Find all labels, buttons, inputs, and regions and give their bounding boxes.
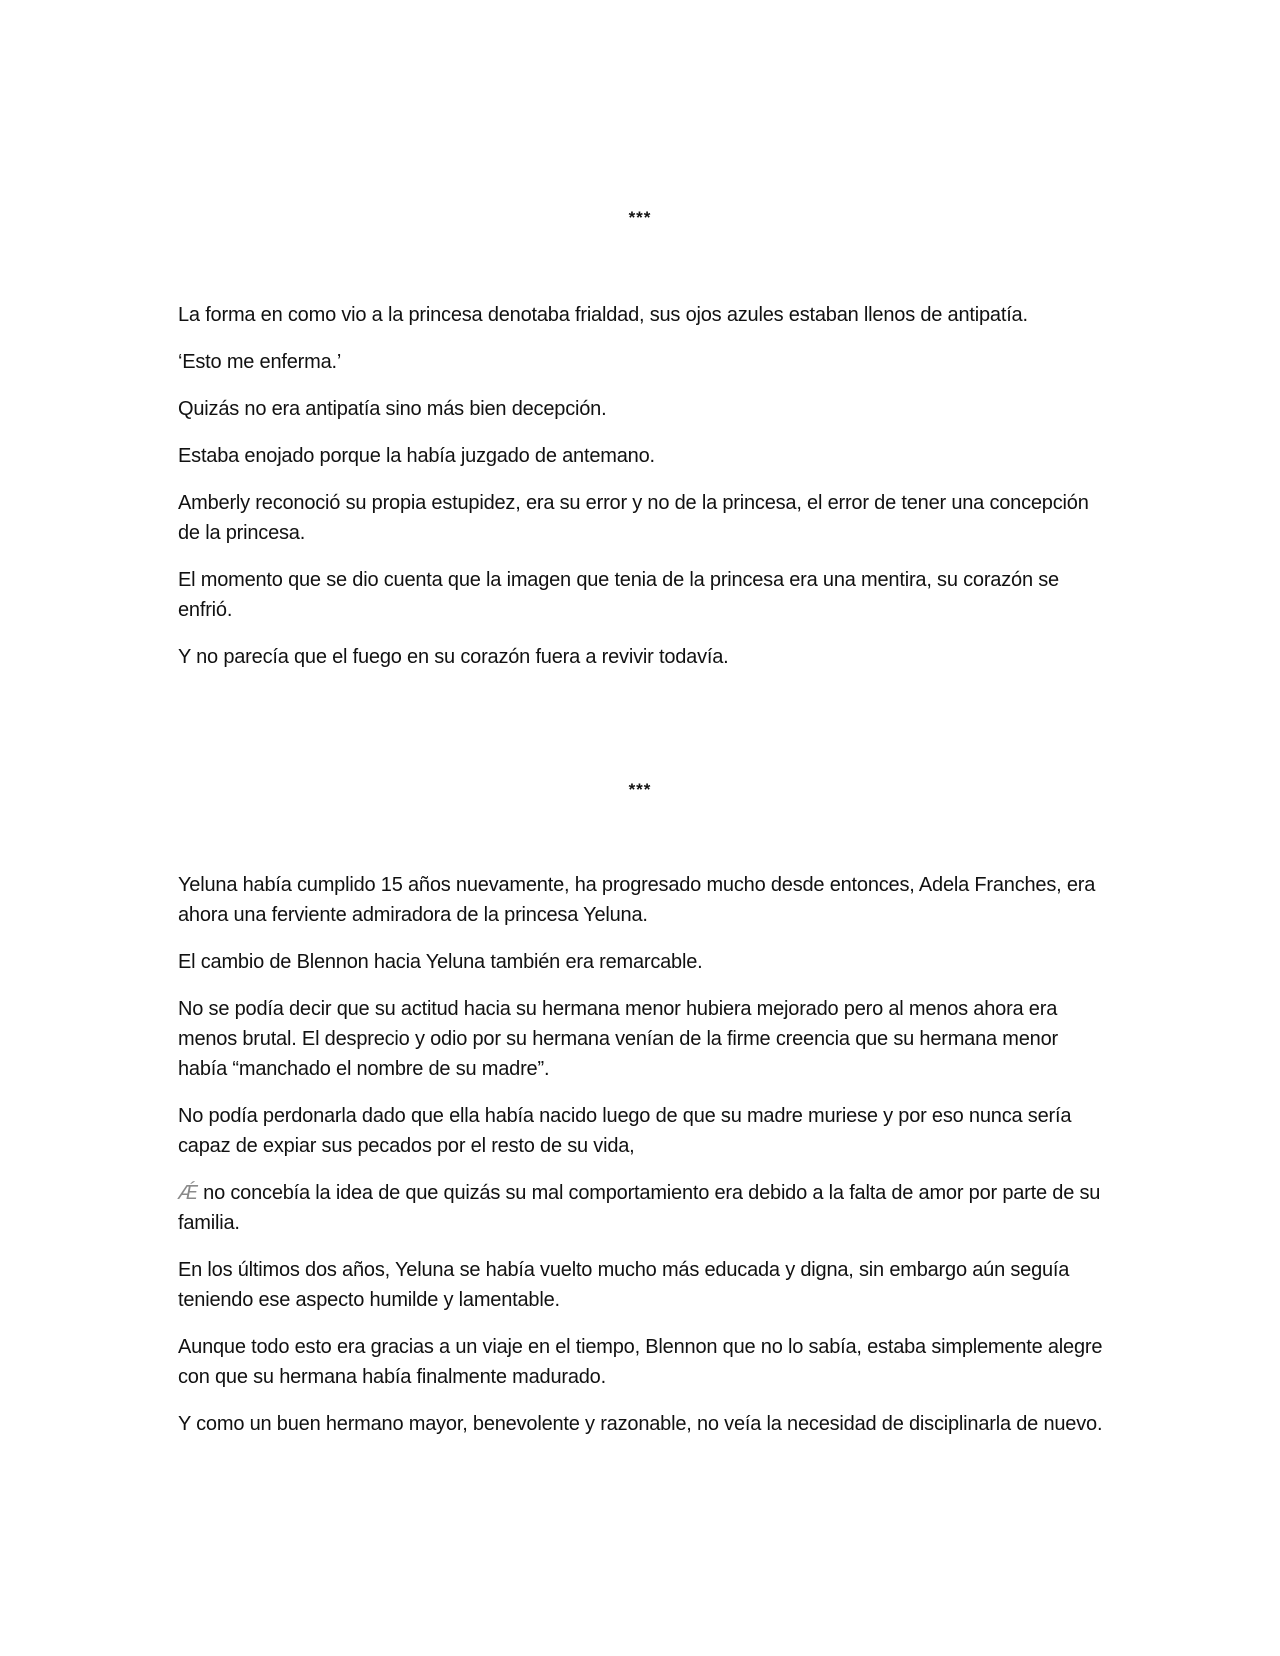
- scene-separator: ***: [628, 208, 652, 227]
- text-section-2: [178, 870, 1108, 1456]
- paragraph: No podía perdonarla dado que ella había nacido luego de que su madre muriese y por eso nunca sería capaz de expiar sus pecados por el resto de su vida,: [178, 1105, 1072, 1157]
- paragraph: La forma en como vio a la princesa denotaba frialdad, sus ojos azules estaban llenos de antipatía.: [178, 304, 1028, 326]
- paragraph: En los últimos dos años, Yeluna se había vuelto mucho más educada y digna, sin embargo aún seguía teniendo ese aspecto humilde y lamentable.: [178, 1259, 1070, 1311]
- paragraph: Quizás no era antipatía sino más bien decepción.: [178, 398, 607, 420]
- paragraph: Yeluna había cumplido 15 años nuevamente, ha progresado mucho desde entonces, Adela Franches, era ahora una ferviente admiradora de la princesa Yeluna.: [178, 874, 1096, 926]
- paragraph-text: no concebía la idea de que quizás su mal comportamiento era debido a la falta de amor por parte de su familia.: [178, 1182, 1101, 1234]
- paragraph: Y como un buen hermano mayor, benevolente y razonable, no veía la necesidad de disciplinarla de nuevo.: [178, 1413, 1103, 1435]
- paragraph: Y no parecía que el fuego en su corazón fuera a revivir todavía.: [178, 646, 729, 668]
- paragraph: ‘Esto me enferma.’: [178, 351, 342, 373]
- paragraph: Aunque todo esto era gracias a un viaje en el tiempo, Blennon que no lo sabía, estaba simplemente alegre con que su hermana había finalmente madurado.: [178, 1336, 1103, 1388]
- paragraph: No se podía decir que su actitud hacia su hermana menor hubiera mejorado pero al menos ahora era menos brutal. El desprecio y odio por su hermana venían de la firme creencia que su hermana menor había “manchado el nombre de su madre”.: [178, 998, 1058, 1080]
- stray-glyph: Ǽ: [178, 1182, 198, 1204]
- scene-separator: ***: [628, 780, 652, 799]
- paragraph: El momento que se dio cuenta que la imagen que tenia de la princesa era una mentira, su corazón se enfrió.: [178, 569, 1059, 621]
- paragraph: [178, 1178, 1108, 1238]
- paragraph: Amberly reconoció su propia estupidez, era su error y no de la princesa, el error de tener una concepción de la princesa.: [178, 492, 1089, 544]
- paragraph: Estaba enojado porque la había juzgado de antemano.: [178, 445, 655, 467]
- text-section-1: [178, 300, 1108, 689]
- paragraph: El cambio de Blennon hacia Yeluna también era remarcable.: [178, 951, 703, 973]
